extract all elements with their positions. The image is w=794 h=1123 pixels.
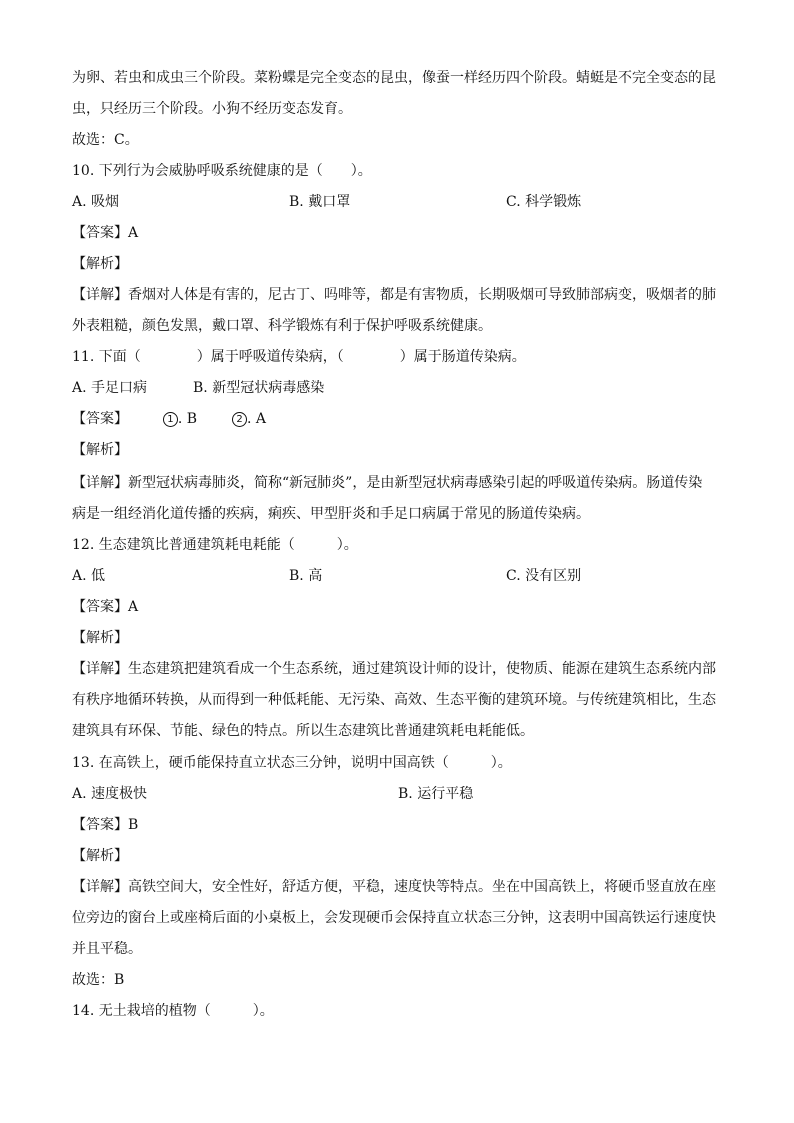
question-10-option-a: A. 吸烟: [72, 194, 120, 210]
circled-number-icon: 1: [163, 412, 178, 427]
question-13-detail-line: 位旁边的窗台上或座椅后面的小桌板上，会发现硬币会保持直立状态三分钟，这表明中国高铁运行速度快: [72, 910, 716, 926]
question-12-stem: 12. 生态建筑比普通建筑耗电耗能（ ）。: [72, 537, 358, 553]
question-12-detail-line: 建筑具有环保、节能、绿色的特点。所以生态建筑比普通建筑耗电耗能低。: [72, 723, 534, 739]
question-12-option-b: B. 高: [289, 568, 323, 584]
question-12-option-c: C. 没有区别: [506, 568, 582, 584]
paragraph-line: 虫，只经历三个阶段。小狗不经历变态发育。: [72, 101, 352, 117]
question-11-detail-line: 病是一组经消化道传播的疾病，痢疾、甲型肝炎和手足口病属于常见的肠道传染病。: [72, 506, 590, 522]
question-13-option-a: A. 速度极快: [72, 786, 148, 802]
question-10-option-c: C. 科学锻炼: [506, 194, 582, 210]
answer-value: . A: [247, 411, 267, 427]
question-12-detail-line: 有秩序地循环转换，从而得到一种低耗能、无污染、高效、生态平衡的建筑环境。与传统建筑相比，生态: [72, 692, 716, 708]
question-12-option-a: A. 低: [72, 568, 106, 584]
question-13-choice: 故选：B: [72, 972, 125, 988]
choice-line: 故选：C。: [72, 132, 139, 148]
question-13-answer: 【答案】B: [72, 817, 139, 833]
question-12-answer: 【答案】A: [72, 599, 139, 615]
question-13-analysis-label: 【解析】: [72, 848, 128, 864]
question-10-answer: 【答案】A: [72, 225, 139, 241]
question-10-option-b: B. 戴口罩: [289, 194, 351, 210]
question-12-analysis-label: 【解析】: [72, 630, 128, 646]
question-11-stem: 11. 下面（ ）属于呼吸道传染病，（ ）属于肠道传染病。: [72, 349, 526, 365]
question-13-detail-line: 并且平稳。: [72, 941, 142, 957]
question-13-stem: 13. 在高铁上，硬币能保持直立状态三分钟，说明中国高铁（ ）。: [72, 755, 512, 771]
question-13-detail-line: 【详解】高铁空间大，安全性好，舒适方便，平稳，速度快等特点。坐在中国高铁上，将硬币竖直放在座: [72, 879, 716, 895]
answer-value: . B: [177, 411, 198, 427]
question-11-option-a: A. 手足口病: [72, 380, 148, 396]
question-10-detail-line: 【详解】香烟对人体是有害的，尼古丁、吗啡等，都是有害物质，长期吸烟可导致肺部病变，吸烟者的肺: [72, 287, 716, 303]
question-10-stem: 10. 下列行为会威胁呼吸系统健康的是（ ）。: [72, 163, 372, 179]
circled-number-icon: 2: [232, 412, 247, 427]
question-11-option-b: B. 新型冠状病毒感染: [193, 380, 325, 396]
question-12-detail-line: 【详解】生态建筑把建筑看成一个生态系统，通过建筑设计师的设计，使物质、能源在建筑生态系统内部: [72, 661, 716, 677]
question-11-detail-line: 【详解】新型冠状病毒肺炎，简称“新冠肺炎”，是由新型冠状病毒感染引起的呼吸道传染病。肠道传染: [72, 475, 703, 491]
question-11-answer: [72, 408, 266, 430]
paragraph-line: 为卵、若虫和成虫三个阶段。菜粉蝶是完全变态的昆虫，像蚕一样经历四个阶段。蜻蜓是不完全变态的昆: [72, 70, 716, 86]
question-10-detail-line: 外表粗糙，颜色发黑，戴口罩、科学锻炼有利于保护呼吸系统健康。: [72, 318, 492, 334]
question-10-analysis-label: 【解析】: [72, 256, 128, 272]
question-14-stem: 14. 无土栽培的植物（ ）。: [72, 1003, 274, 1019]
question-13-option-b: B. 运行平稳: [398, 786, 474, 802]
answer-label: 【答案】: [72, 411, 128, 427]
question-11-analysis-label: 【解析】: [72, 442, 128, 458]
